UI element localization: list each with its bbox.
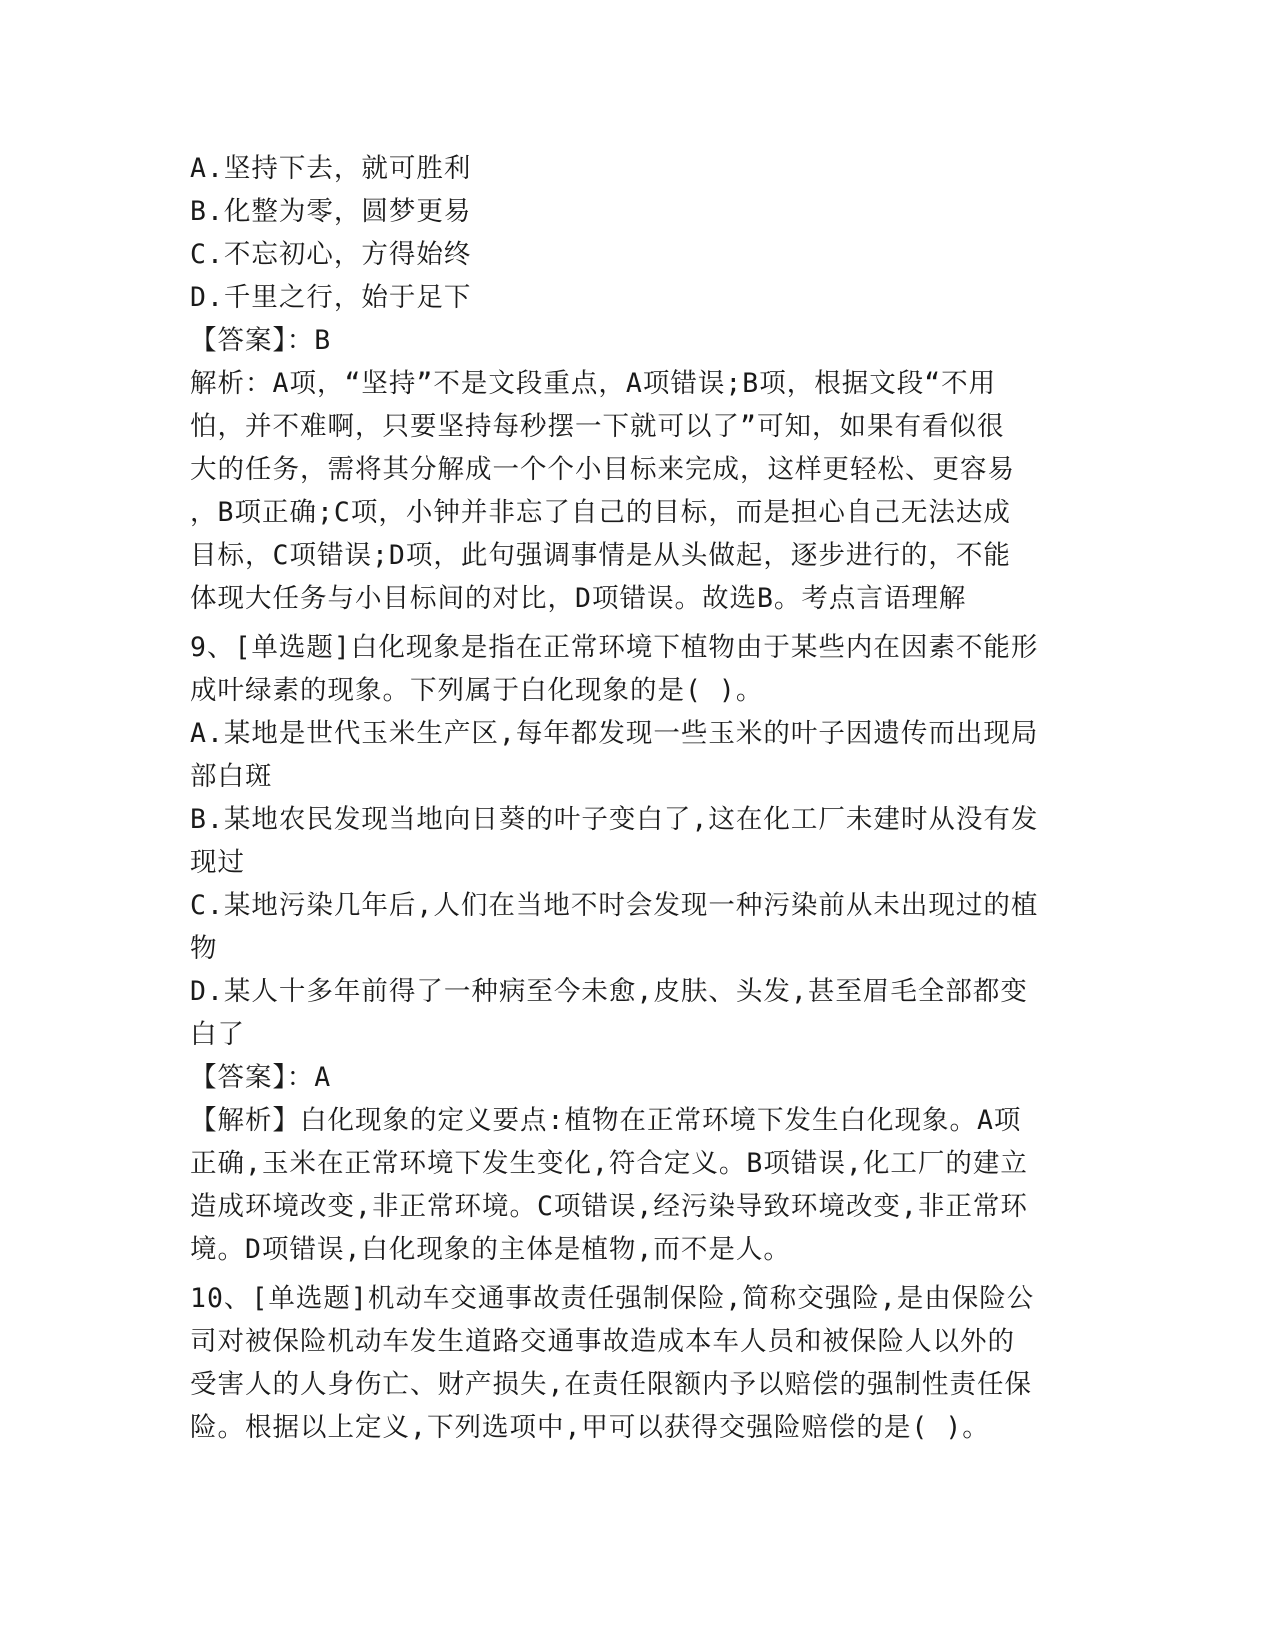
option-b: B.化整为零，圆梦更易: [190, 196, 472, 227]
answer-line: 【答案】：B: [190, 325, 332, 356]
analysis-line: ，B项正确;C项，小钟并非忘了自己的目标，而是担心自己无法达成: [190, 497, 1011, 528]
option-line: A.某地是世代玉米生产区,每年都发现一些玉米的叶子因遗传而出现局: [190, 718, 1039, 749]
question-10-block: [190, 1277, 1090, 1449]
option-line: 部白斑: [190, 761, 273, 792]
option-d: D.千里之行，始于足下: [190, 282, 472, 313]
analysis-line: 【解析】白化现象的定义要点:植物在正常环境下发生白化现象。A项: [190, 1105, 1022, 1136]
analysis-line: 正确,玉米在正常环境下发生变化,符合定义。B项错误,化工厂的建立: [190, 1148, 1028, 1179]
question-stem-line: 受害人的人身伤亡、财产损失,在责任限额内予以赔偿的强制性责任保: [190, 1369, 1032, 1400]
question-stem-line: 险。根据以上定义,下列选项中,甲可以获得交强险赔偿的是( )。: [190, 1412, 990, 1443]
analysis-line: 解析：A项，“坚持”不是文段重点，A项错误;B项，根据文段“不用: [190, 368, 997, 399]
analysis-line: 目标，C项错误;D项，此句强调事情是从头做起，逐步进行的，不能: [190, 540, 1011, 571]
analysis-line: 大的任务，需将其分解成一个个小目标来完成，这样更轻松、更容易: [190, 454, 1015, 485]
question-stem-line: 9、[单选题]白化现象是指在正常环境下植物由于某些内在因素不能形: [190, 632, 1039, 663]
analysis-line: 造成环境改变,非正常环境。C项错误,经污染导致环境改变,非正常环: [190, 1191, 1028, 1222]
analysis-line: 怕，并不难啊，只要坚持每秒摆一下就可以了”可知，如果有看似很: [190, 411, 1005, 442]
option-a: A.坚持下去，就可胜利: [190, 153, 472, 184]
option-line: B.某地农民发现当地向日葵的叶子变白了,这在化工厂未建时从没有发: [190, 804, 1039, 835]
option-line: C.某地污染几年后,人们在当地不时会发现一种污染前从未出现过的植: [190, 890, 1039, 921]
option-c: C.不忘初心，方得始终: [190, 239, 472, 270]
analysis-line: 境。D项错误,白化现象的主体是植物,而不是人。: [190, 1234, 791, 1265]
question-stem-line: 10、[单选题]机动车交通事故责任强制保险,简称交强险,是由保险公: [190, 1283, 1035, 1314]
question-stem-line: 司对被保险机动车发生道路交通事故造成本车人员和被保险人以外的: [190, 1326, 1015, 1357]
option-line: 物: [190, 933, 218, 964]
option-line: 现过: [190, 847, 245, 878]
question-stem-line: 成叶绿素的现象。下列属于白化现象的是( )。: [190, 675, 764, 706]
document-page: [190, 147, 1090, 1449]
question-9-block: [190, 626, 1090, 1271]
option-line: D.某人十多年前得了一种病至今未愈,皮肤、头发,甚至眉毛全部都变: [190, 976, 1028, 1007]
question-8-block: [190, 147, 1090, 620]
option-line: 白了: [190, 1019, 245, 1050]
answer-line: 【答案】：A: [190, 1062, 332, 1093]
analysis-line: 体现大任务与小目标间的对比，D项错误。故选B。考点言语理解: [190, 583, 967, 614]
